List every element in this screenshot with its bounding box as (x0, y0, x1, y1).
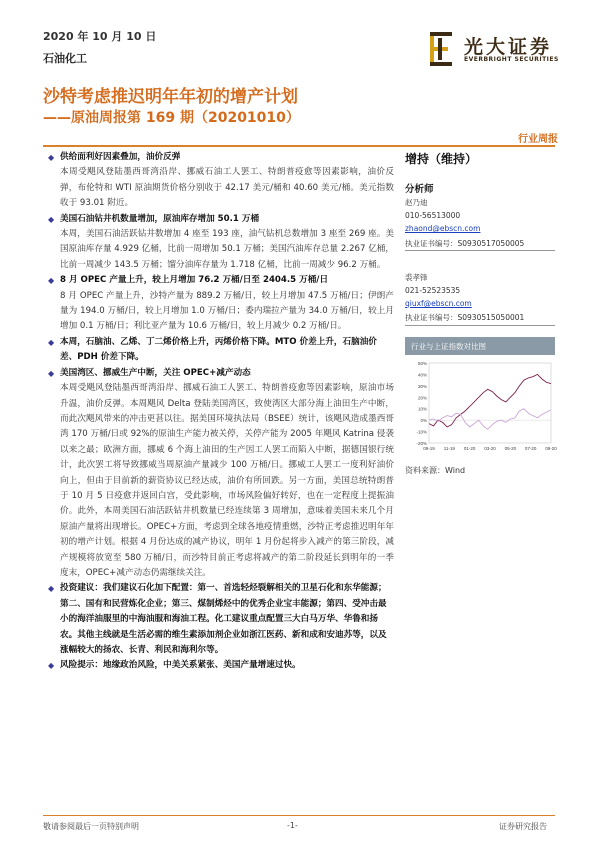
everbright-logo-mark (428, 30, 458, 68)
chart-title: 行业与上证指数对比图 (405, 337, 555, 355)
analyst-phone: 021-52523535 (405, 286, 461, 295)
bullet-diamond-icon: ◆ (48, 584, 55, 594)
section-body: 本周受飓风登陆墨西哥湾沿岸、挪威石油工人罢工、特朗普疫愈等因素影响，原油市场升温，油价反弹。本周飓风 Delta 登陆美国湾区，致使湾区大部分海上油田生产中断，而此次飓风带来的冲击更甚以往。据美国环境执法局（BSEE）统计，该飓风造成墨西哥湾 170 万桶/日或 92%的原油生产能力被关停，关停产能为 2005 年飓风 Katrina 侵袭以来之最；欧洲方面，挪威 6 个海上油田的生产因工人罢工而陷入中断，据德国银行统计，此次罢工将导致挪威当周原油产量减少 100 万桶/日。挪威工人罢工一度利好油价向上，但由于目前新的薪资协议已经达成，油价有所回跌。另一方面，美国总统特朗普于 10 月 5 日疫愈并返回白宫，受此影响，市场风险偏好转好，也在一定程度上提振油价。此外，本周美国石油活跃钻井机数量已经连续第 3 周增加，意味着美国未来几个月原油产量将出现增长。OPEC+方面，考虑到全球各地疫情重燃，沙特正考虑推迟明年年初的增产计划。根据 4 月份达成的减产协议，明年 1 月份起将步入减产的第三阶段，减产规模将放宽至 580 万桶/日，而沙特目前正考虑将减产的第二阶段延长到明年的一季度末，OPEC+减产动态仍需继续关注。 (60, 383, 394, 578)
section-heading: 本周，石脑油、乙烯、丁二烯价格上升，丙烯价格下降。MTO 价差上升，石脑油价差、PDH 价差下降。 (60, 336, 377, 363)
main-content (48, 150, 394, 674)
section-heading: 8 月 OPEC 产量上升，较上月增加 76.2 万桶/日至 2404.5 万桶/日 (60, 275, 329, 286)
section-disruption (48, 366, 394, 582)
analyst-name: 赵乃迪 (405, 198, 428, 207)
everbright-logo (428, 30, 568, 70)
section-heading: 风险提示：地缘政治风险，中美关系紧张、美国产量增速过快。 (60, 660, 301, 671)
analyst-heading: 分析师 (405, 184, 434, 195)
logo-name-cn: 光大证券 (464, 36, 553, 58)
analyst-name: 裘孝锋 (405, 273, 428, 282)
y-tick-label: 30% (417, 383, 427, 389)
analyst-email-link[interactable]: qiuxf@ebscn.com (405, 299, 472, 308)
section-chemicals (48, 335, 394, 366)
footer-divider (43, 815, 555, 816)
bullet-diamond-icon: ◆ (48, 368, 55, 378)
analyst-cert: 执业证书编号：S0930517050005 (405, 239, 525, 248)
section-heading: 美国石油钻井机数量增加，原油库存增加 50.1 万桶 (60, 213, 260, 224)
logo-name-en: EVERBRIGHT SECURITIES (464, 56, 559, 63)
x-tick-label: 09-20 (545, 446, 557, 451)
index-comparison-chart (405, 337, 555, 459)
x-tick-label: 03-20 (484, 446, 496, 451)
x-tick-label: 05-20 (504, 446, 517, 451)
section-opec-output (48, 273, 394, 335)
report-subtitle: ——原油周报第 169 期（20201010） (43, 110, 300, 126)
x-tick-label: 07-20 (524, 446, 537, 451)
series-line-1 (429, 374, 551, 427)
section-investment (48, 581, 394, 658)
y-tick-label: 20% (417, 395, 427, 401)
section-body: 本周，美国石油活跃钻井数增加 4 座至 193 座，油气钻机总数增加 3 座至 269 座。美国原油库存量 4.929 亿桶，比前一周增加 50.1 万桶；美国汽油库存总量 2.267 亿桶，比前一周减少 143.5 万桶；馏分油库存量为 1.718 亿桶，比前一周减少 96.2 万桶。 (60, 229, 394, 270)
bullet-diamond-icon: ◆ (48, 276, 55, 286)
section-body: 8 月 OPEC 产量上升，沙特产量为 889.2 万桶/日，较上月增加 47.5 万桶/日；伊朗产量为 194.0 万桶/日，较上月增加 1.0 万桶/日；委内瑞拉产量为 34.0 万桶/日，较上月增加 0.1 万桶/日；利比亚产量为 10.6 万桶/日，较上月减少 0.2 万桶/日。 (60, 290, 394, 332)
footer-disclaimer: 敬请参阅最后一页特别声明 (43, 822, 139, 831)
sector-label: 石油化工 (43, 52, 87, 65)
y-tick-label: 10% (417, 406, 427, 412)
section-rigs (48, 212, 394, 274)
section-heading: 投资建议：我们建议石化加下配置：第一、首选轻烃裂解相关的卫星石化和东华能源；第二、国有和民营炼化企业；第三、煤制烯烃中的优秀企业宝丰能源；第四、受冲击最小的海洋油服里的中海油服和海油工程。化工建议重点配置三大白马万华、华鲁和扬农。其他主线就是生活必需的维生素添加剂企业如浙江医药、新和成和安迪苏等，以及涨幅较大的扬农、长青、利民和海利尔等。 (60, 583, 387, 655)
analyst-phone: 010-56513000 (405, 211, 461, 220)
chart-plot (405, 355, 555, 459)
y-tick-label: -10% (416, 429, 427, 435)
section-body: 本周受飓风登陆墨西哥湾沿岸、挪威石油工人罢工、特朗普疫愈等因素影响，油价反弹，布伦特和 WTI 原油期货价格分别收于 42.17 美元/桶和 40.60 美元/桶。美元指数收于 93.01 附近。 (60, 167, 394, 209)
section-risk (48, 658, 394, 673)
y-tick-label: 40% (417, 372, 427, 378)
y-tick-label: 0% (420, 418, 427, 424)
bullet-diamond-icon: ◆ (48, 661, 55, 671)
bullet-diamond-icon: ◆ (48, 214, 55, 224)
analyst-email-link[interactable]: zhaond@ebscn.com (405, 224, 481, 233)
section-supply (48, 150, 394, 212)
header-divider (43, 145, 555, 147)
bullet-diamond-icon: ◆ (48, 153, 55, 162)
y-tick-label: -20% (416, 441, 427, 446)
page-number: -1- (287, 821, 298, 830)
report-date: 2020 年 10 月 10 日 (43, 30, 157, 43)
section-heading: 美国湾区、挪威生产中断，关注 OPEC+减产动态 (60, 367, 251, 378)
section-heading: 供给面利好因素叠加，油价反弹 (60, 152, 181, 162)
bullet-diamond-icon: ◆ (48, 337, 55, 347)
x-tick-label: 11-19 (443, 446, 455, 451)
x-tick-label: 01-20 (463, 446, 476, 451)
x-tick-label: 09-19 (423, 446, 435, 451)
plot-frame (429, 363, 551, 443)
series-line-2 (429, 409, 551, 430)
report-type-label: 行业周报 (518, 134, 558, 145)
sidebar-divider (405, 325, 555, 326)
y-tick-label: 50% (417, 361, 427, 366)
chart-source: 资料来源：Wind (405, 466, 466, 475)
rating-label: 增持（维持） (405, 152, 478, 166)
analyst-cert: 执业证书编号：S0930515050001 (405, 313, 525, 322)
footer-label: 证券研究报告 (499, 822, 547, 831)
sidebar-divider (405, 250, 555, 251)
report-title: 沙特考虑推迟明年年初的增产计划 (43, 87, 298, 107)
